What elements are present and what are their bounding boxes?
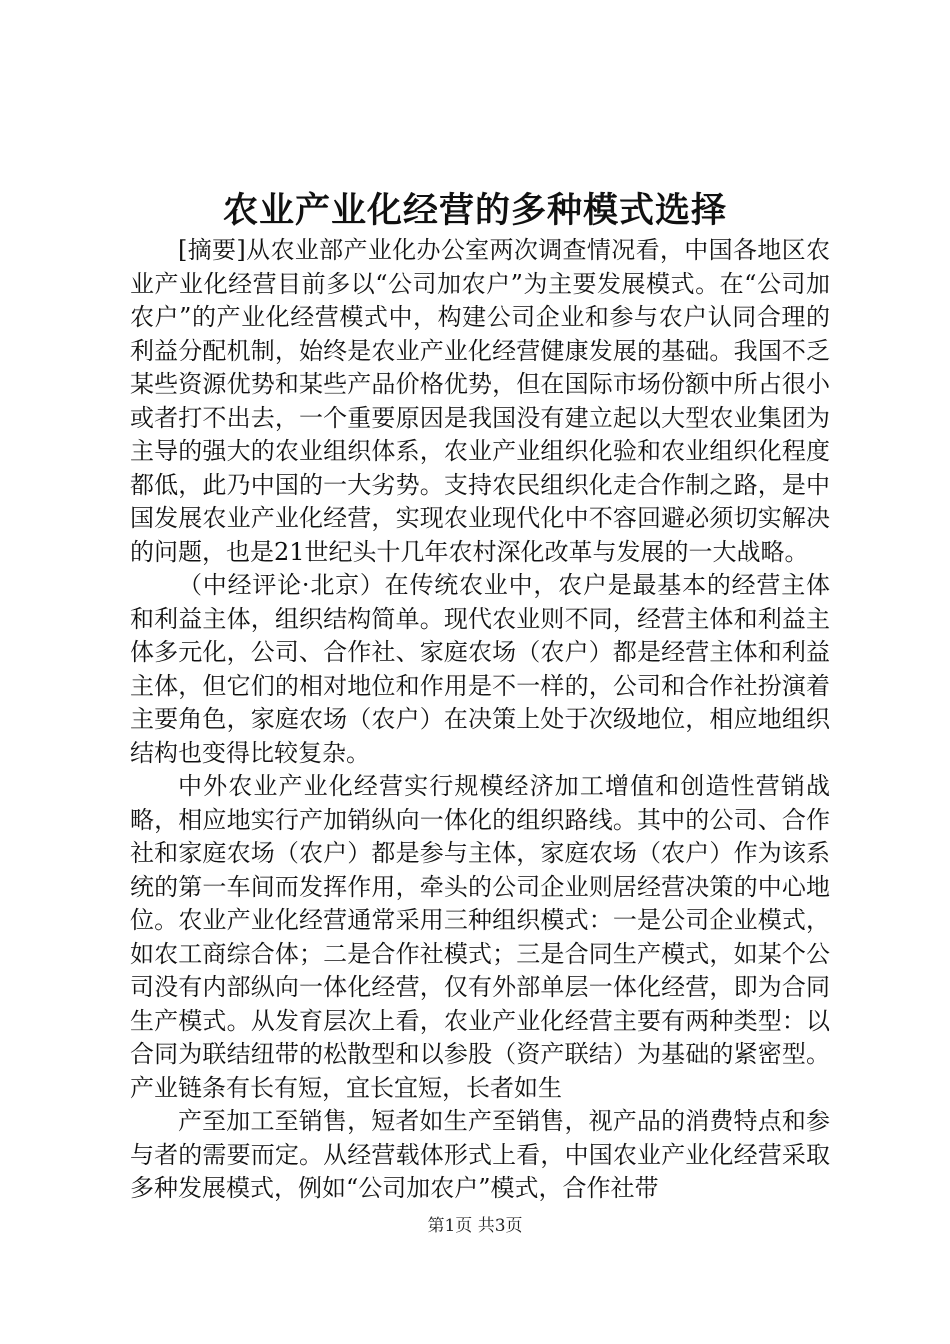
paragraph-abstract: [摘要]从农业部产业化办公室两次调查情况看，中国各地区农业产业化经营目前多以“公司加农户”为主要发展模式。在“公司加农户”的产业化经营模式中，构建公司企业和参与农户认同合理的利益分配机制，始终是农业产业化经营健康发展的基础。我国不乏某些资源优势和某些产品价格优势，但在国际市场份额中所占很小或者打不出去，一个重要原因是我国没有建立起以大型农业集团为主导的强大的农业组织体系，农业产业组织化验和农业组织化程度都低，此乃中国的一大劣势。支持农民组织化走合作制之路，是中国发展农业产业化经营，实现农业现代化中不容回避必须切实解决的问题，也是21世纪头十几年农村深化改革与发展的一大战略。 [130,236,830,566]
page-title: 农业产业化经营的多种模式选择 [222,190,727,231]
paragraph-traditional-agriculture: （中经评论·北京）在传统农业中，农户是最基本的经营主体和利益主体，组织结构简单。现代农业则不同，经营主体和利益主体多元化，公司、合作社、家庭农场（农户）都是经营主体和利益主体，但它们的相对地位和作用是不一样的，公司和合作社扮演着主要角色，家庭农场（农户）在决策上处于次级地位，相应地组织结构也变得比较复杂。 [130,571,830,767]
paragraph-development-models: 产至加工至销售，短者如生产至销售，视产品的消费特点和参与者的需要而定。从经营载体形式上看，中国农业产业化经营采取多种发展模式，例如“公司加农户”模式，合作社带 [130,1107,830,1202]
page-footer: 第1页 共3页 [427,1216,523,1236]
paragraph-organization-models: 中外农业产业化经营实行规模经济加工增值和创造性营销战略，相应地实行产加销纵向一体化的组织路线。其中的公司、合作社和家庭农场（农户）都是参与主体，家庭农场（农户）作为该系统的第一车间而发挥作用，牵头的公司企业则居经营决策的中心地位。农业产业化经营通常采用三种组织模式：一是公司企业模式，如农工商综合体；二是合作社模式；三是合同生产模式，如某个公司没有内部纵向一体化经营，仅有外部单层一体化经营，即为合同生产模式。从发育层次上看，农业产业化经营主要有两种类型：以合同为联结纽带的松散型和以参股（资产联结）为基础的紧密型。产业链条有长有短，宜长宜短，长者如生 [130,772,830,1102]
document-body [130,234,830,1206]
